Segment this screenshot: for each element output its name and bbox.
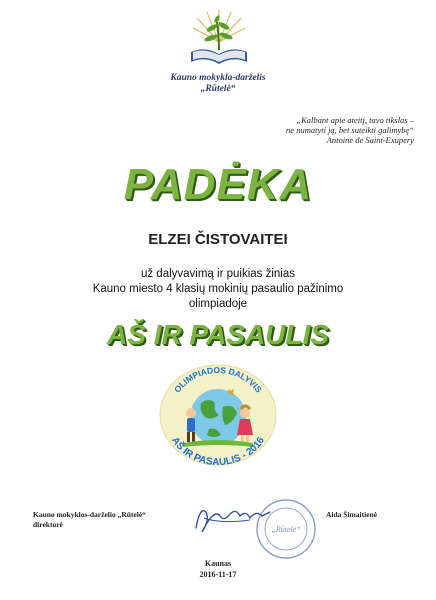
quote-line-1: „Kalbant apie ateitį, tavo tikslas – [296, 115, 414, 125]
reason-line-2: Kauno miesto 4 klasių mokinių pasaulio pažinimo [92, 283, 344, 295]
quote-line-2: ne numatyti ją, bet suteikti galimybę“ [286, 125, 414, 135]
award-reason [0, 267, 436, 312]
school-nickname: „Rūtelė“ [200, 84, 236, 94]
signer-name: Aida Šimaitienė [326, 510, 378, 519]
reason-line-3: olimpiadoje [188, 298, 248, 310]
stamp-text: „Rūtelė“ [271, 525, 301, 534]
emblem-bottom-text: AŠ IR PASAULIS - 2016 [169, 435, 267, 467]
quote-block [214, 115, 414, 145]
place-and-date [0, 558, 436, 580]
stamp-icon [254, 497, 318, 561]
globe-children-emblem-icon [157, 363, 279, 467]
quote-author: Antoine de Saint-Exupery [326, 135, 414, 145]
position-line-1: Kauno mokyklos-darželio „Rūtelė“ [33, 510, 146, 519]
reason-line-1: už dalyvavimą ir puikias žinias [140, 268, 296, 280]
certificate-title: PADĖKA [123, 160, 313, 209]
emblem-top-text: OLIMPIADOS DALYVIS [172, 364, 264, 395]
recipient-name: ELZEI ČISTOVAITEI [148, 231, 288, 248]
school-name: Kauno mokykla-darželis [170, 73, 266, 83]
book-plant-logo-icon [183, 8, 255, 70]
event-name: AŠ IR PASAULIS [107, 319, 329, 350]
date: 2016-11-17 [199, 570, 237, 579]
position-line-2: direktorė [33, 520, 63, 529]
city: Kaunas [204, 559, 232, 568]
signer-position [33, 510, 146, 530]
